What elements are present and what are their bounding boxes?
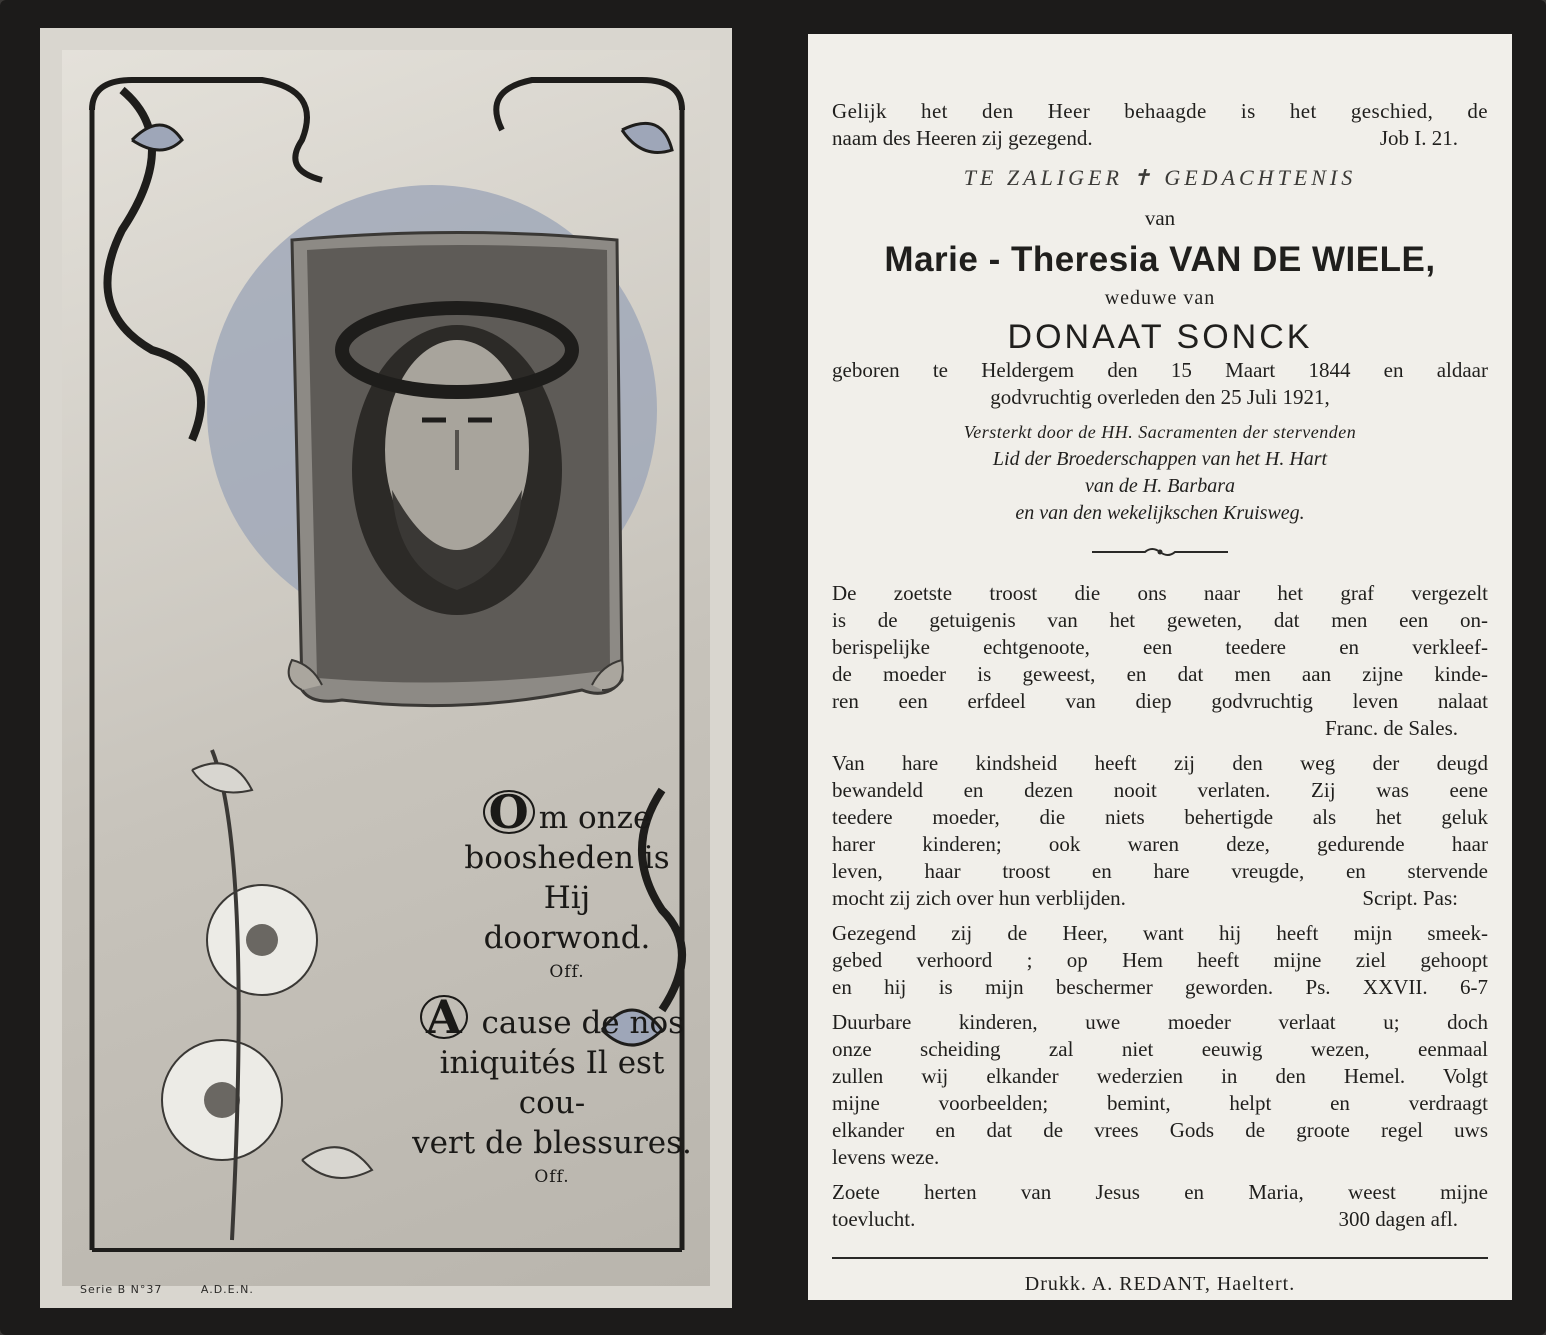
- para2-line-1: Van hare kindsheid heeft zij den weg der deugd: [832, 751, 1488, 775]
- divider-ornament: [832, 541, 1488, 568]
- printer-credit: Drukk. A. REDANT, Haeltert.: [1024, 1273, 1296, 1295]
- para3-line-1: Gezegend zij de Heer, want hij heeft mijn smeek-: [832, 921, 1488, 945]
- van-label: van: [1144, 206, 1176, 230]
- text-body: [832, 98, 1488, 1298]
- para4-line-5: elkander en dat de vrees Gods de groote regel uws: [832, 1118, 1488, 1142]
- imprint-series: Serie B N°37: [80, 1283, 163, 1296]
- verse-french-line-2: iniquités Il est cou-: [439, 1045, 665, 1121]
- border-ornament-top-right: [496, 80, 682, 130]
- para1-line-1: De zoetste troost die ons naar het graf vergezelt: [832, 581, 1488, 605]
- image-imprint: [80, 1283, 288, 1296]
- italic-line-2: Lid der Broederschappen van het H. Hart: [992, 448, 1328, 470]
- text-panel: [808, 34, 1512, 1300]
- verse-french-line-1: cause de nos: [471, 1005, 685, 1041]
- paragraph-psalm: [832, 920, 1488, 1001]
- para2-ref: Script. Pas:: [1362, 886, 1458, 910]
- drop-letter-o: O: [483, 790, 535, 834]
- para2-line-2: bewandeld en dezen nooit verlaten. Zij was eene: [832, 778, 1488, 802]
- ornament-flourish-icon: [1090, 545, 1230, 559]
- leaf-top-right: [622, 123, 672, 152]
- born-line-2: godvruchtig overleden den 25 Juli 1921,: [990, 385, 1330, 409]
- bottom-rule: [832, 1257, 1488, 1259]
- para1-line-3: berispelijke echtgenoote, een teedere en verkleef-: [832, 635, 1488, 659]
- paragraph-sales: [832, 580, 1488, 742]
- birth-death-lines: [832, 357, 1488, 411]
- leaf-stem-lower: [302, 1147, 372, 1178]
- imprint-publisher: A.D.E.N.: [200, 1283, 254, 1296]
- paragraph-children: [832, 1009, 1488, 1171]
- epigraph-line-1: Gelijk het den Heer behaagde is het geschied, de: [832, 99, 1488, 123]
- paragraph-indulgence: [832, 1179, 1488, 1233]
- para5-ref: 300 dagen afl.: [1338, 1207, 1458, 1231]
- flower-stem: [212, 750, 239, 1240]
- para5-line-1: Zoete herten van Jesus en Maria, weest mijne: [832, 1180, 1488, 1204]
- epigraph-line-2: naam des Heeren zij gezegend.: [832, 126, 1093, 150]
- flower-lower: [162, 1040, 282, 1160]
- para4-last: levens weze.: [832, 1145, 940, 1169]
- memorial-title: TE ZALIGER ✝ GEDACHTENIS: [963, 165, 1357, 190]
- para1-line-4: de moeder is geweest, en dat men aan zijne kinde-: [832, 662, 1488, 686]
- deceased-name: Marie - Theresia VAN DE WIELE,: [884, 240, 1436, 279]
- verse-dutch: [447, 785, 687, 982]
- para1-line-5: ren een erfdeel van diep godvruchtig leven nalaat: [832, 689, 1488, 713]
- epigraph: [832, 98, 1488, 152]
- verse-dutch-line-3: doorwond.: [483, 920, 651, 956]
- para4-line-1: Duurbare kinderen, uwe moeder verlaat u; doch: [832, 1010, 1488, 1034]
- born-line-1: geboren te Heldergem den 15 Maart 1844 en aldaar: [832, 358, 1488, 382]
- leaf-stem-upper: [192, 763, 252, 792]
- para4-line-2: onze scheiding zal niet eeuwig wezen, eenmaal: [832, 1037, 1488, 1061]
- image-panel: [40, 28, 732, 1308]
- confraternities: [832, 419, 1488, 527]
- para2-line-3: teedere moeder, die niets behertigde als het geluk: [832, 805, 1488, 829]
- verse-dutch-line-1: m onze: [538, 800, 652, 836]
- image-frame: [62, 50, 710, 1286]
- verse-french: [407, 990, 697, 1187]
- para2-line-5: leven, haar troost en hare vreugde, en stervende: [832, 859, 1488, 883]
- para4-line-4: mijne voorbeelden; bemint, helpt en verdraagt: [832, 1091, 1488, 1115]
- italic-line-3: van de H. Barbara: [1085, 475, 1235, 497]
- para1-signature: Franc. de Sales.: [1325, 716, 1458, 740]
- flower-upper: [207, 885, 317, 995]
- drop-letter-a: A: [420, 995, 468, 1039]
- para3-line-3: en hij is mijn beschermer geworden. Ps. XXVII. 6-7: [832, 975, 1488, 999]
- para5-last: toevlucht.: [832, 1207, 916, 1231]
- husband-name: DONAAT SONCK: [1007, 318, 1313, 356]
- paragraph-childhood: [832, 750, 1488, 912]
- verse-french-line-3: vert de blessures.: [412, 1125, 692, 1161]
- epigraph-ref: Job I. 21.: [1379, 126, 1458, 150]
- italic-line-1: Versterkt door de HH. Sacramenten der stervenden: [963, 422, 1357, 442]
- para2-last: mocht zij zich over hun verblijden.: [832, 886, 1126, 910]
- verse-dutch-line-2: boosheden is Hij: [464, 840, 670, 916]
- para1-line-2: is de getuigenis van het geweten, dat men een on-: [832, 608, 1488, 632]
- italic-line-4: en van den wekelijkschen Kruisweg.: [1015, 502, 1305, 524]
- para4-line-3: zullen wij elkander wederzien in den Hemel. Volgt: [832, 1064, 1488, 1088]
- verse-french-ref: Off.: [534, 1167, 570, 1187]
- para2-line-4: harer kinderen; ook waren deze, gedurende haar: [832, 832, 1488, 856]
- verse-dutch-ref: Off.: [549, 962, 585, 982]
- para3-line-2: gebed verhoord ; op Hem heeft mijne ziel gehoopt: [832, 948, 1488, 972]
- leaf-top-left: [132, 125, 182, 150]
- widow-of-label: weduwe van: [1104, 287, 1216, 309]
